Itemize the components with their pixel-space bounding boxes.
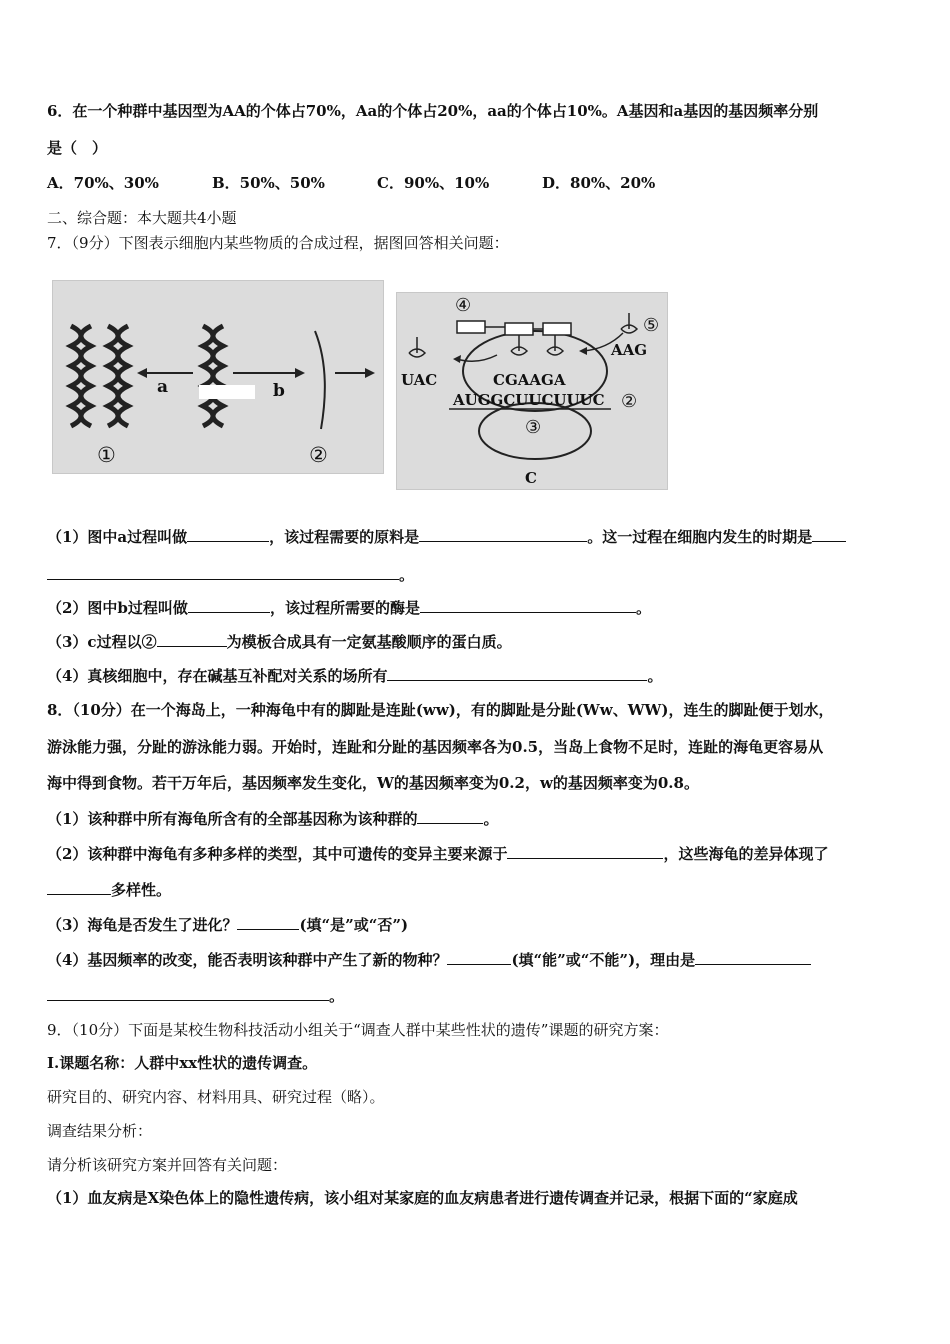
q8-sub2: （2）该种群中海龟有多种多样的类型，其中可遗传的变异主要来源于 ，这些海龟的差异体现了 <box>47 845 829 863</box>
anticodon-aag: AAG <box>611 341 648 359</box>
q8-line2: 游泳能力强，分趾的游泳能力弱。开始时，连趾和分趾的基因频率各为0.5，当岛上食物不足时，连趾的海龟更容易从 <box>47 738 824 756</box>
anticodons-in-ribosome: CGAAGA <box>493 371 566 389</box>
label-5: ⑤ <box>643 315 660 336</box>
q6-line2: 是（ ） <box>47 139 108 157</box>
dna-helix-icon <box>108 326 128 426</box>
answer-blank[interactable] <box>237 914 299 930</box>
q6-option-a[interactable]: A．70%、30% <box>47 174 159 192</box>
label-a: a <box>157 377 169 397</box>
answer-blank[interactable] <box>420 597 636 613</box>
q7-sub1: （1）图中a过程叫做 ，该过程需要的原料是 。这一过程在细胞内发生的时期是 <box>47 526 846 547</box>
label-4: ④ <box>455 295 472 316</box>
label-2-mrna: ② <box>621 391 638 412</box>
label-1: ① <box>97 443 116 467</box>
q9-line4: 请分析该研究方案并回答有关问题： <box>47 1156 288 1174</box>
mrna-sequence: AUGGCUUCUUUC <box>453 391 605 409</box>
q6-option-d[interactable]: D．80%、20% <box>542 174 656 192</box>
label-3: ③ <box>525 417 542 438</box>
q8-sub3: （3）海龟是否发生了进化？ (填“是”或“否”) <box>47 916 409 934</box>
q7-sub1-cont: 。 <box>47 564 414 585</box>
answer-blank[interactable] <box>387 665 647 681</box>
answer-blank[interactable] <box>419 526 587 542</box>
q7-sub4: （4）真核细胞中，存在碱基互补配对关系的场所有 。 <box>47 667 663 685</box>
q7-stem: 7．（9分）下图表示细胞内某些物质的合成过程，据图回答相关问题： <box>47 234 509 252</box>
answer-blank[interactable] <box>695 949 811 965</box>
q6-option-c[interactable]: C．90%、10% <box>377 174 490 192</box>
q9-line5: （1）血友病是X染色体上的隐性遗传病，该小组对某家庭的血友病患者进行遗传调查并记录，根据下面的“家庭成 <box>47 1189 798 1207</box>
translation-figure <box>396 292 668 490</box>
q6-option-b[interactable]: B．50%、50% <box>212 174 325 192</box>
q7-sub2: （2）图中b过程叫做 ，该过程所需要的酶是 。 <box>47 599 651 617</box>
q9-line3: 调查结果分析： <box>47 1122 153 1140</box>
q7-sub3: （3）c过程以② 为模板合成具有一定氨基酸顺序的蛋白质。 <box>47 633 512 651</box>
label-2: ② <box>309 443 328 467</box>
answer-blank[interactable] <box>507 843 663 859</box>
q8-sub4: （4）基因频率的改变，能否表明该种群中产生了新的物种？ (填“能”或“不能”)，理由是 <box>47 949 811 970</box>
q9-line1: I.课题名称：人群中xx性状的遗传调查。 <box>47 1054 318 1072</box>
answer-blank[interactable] <box>157 631 227 647</box>
q9-line2: 研究目的、研究内容、材料用具、研究过程（略）。 <box>47 1088 385 1106</box>
q6-line1: 6．在一个种群中基因型为AA的个体占70%，Aa的个体占20%，aa的个体占10%。A基因和a基因的基因频率分别 <box>47 102 819 120</box>
answer-blank[interactable] <box>47 564 399 580</box>
answer-blank[interactable] <box>47 985 329 1001</box>
answer-blank[interactable] <box>417 808 483 824</box>
answer-blank[interactable] <box>187 526 269 542</box>
dna-helix-icon <box>71 326 91 426</box>
q8-line3: 海中得到食物。若干万年后，基因频率发生变化，W的基因频率变为0.2，w的基因频率变为0.8。 <box>47 774 699 792</box>
answer-blank[interactable] <box>47 879 111 895</box>
section-heading: 二、综合题：本大题共4小题 <box>47 209 237 227</box>
label-b: b <box>273 381 285 401</box>
q9-stem: 9．（10分）下面是某校生物科技活动小组关于“调查人群中某些性状的遗传”课题的研究方案： <box>47 1021 669 1039</box>
label-c: C <box>525 469 537 487</box>
answer-blank[interactable] <box>447 949 511 965</box>
q8-sub2-cont: 多样性。 <box>47 879 171 900</box>
q8-sub1: （1）该种群中所有海龟所含有的全部基因称为该种群的 。 <box>47 810 499 828</box>
answer-blank[interactable] <box>188 597 270 613</box>
dna-replication-figure <box>52 280 384 474</box>
anticodon-uac: UAC <box>401 371 438 389</box>
q8-sub4-cont: 。 <box>47 985 344 1006</box>
dna-helix-icon <box>203 326 223 426</box>
answer-blank[interactable] <box>812 526 846 542</box>
q8-line1: 8．（10分）在一个海岛上，一种海龟中有的脚趾是连趾(ww)，有的脚趾是分趾(Ww、WW)，连生的脚趾便于划水， <box>47 701 834 719</box>
